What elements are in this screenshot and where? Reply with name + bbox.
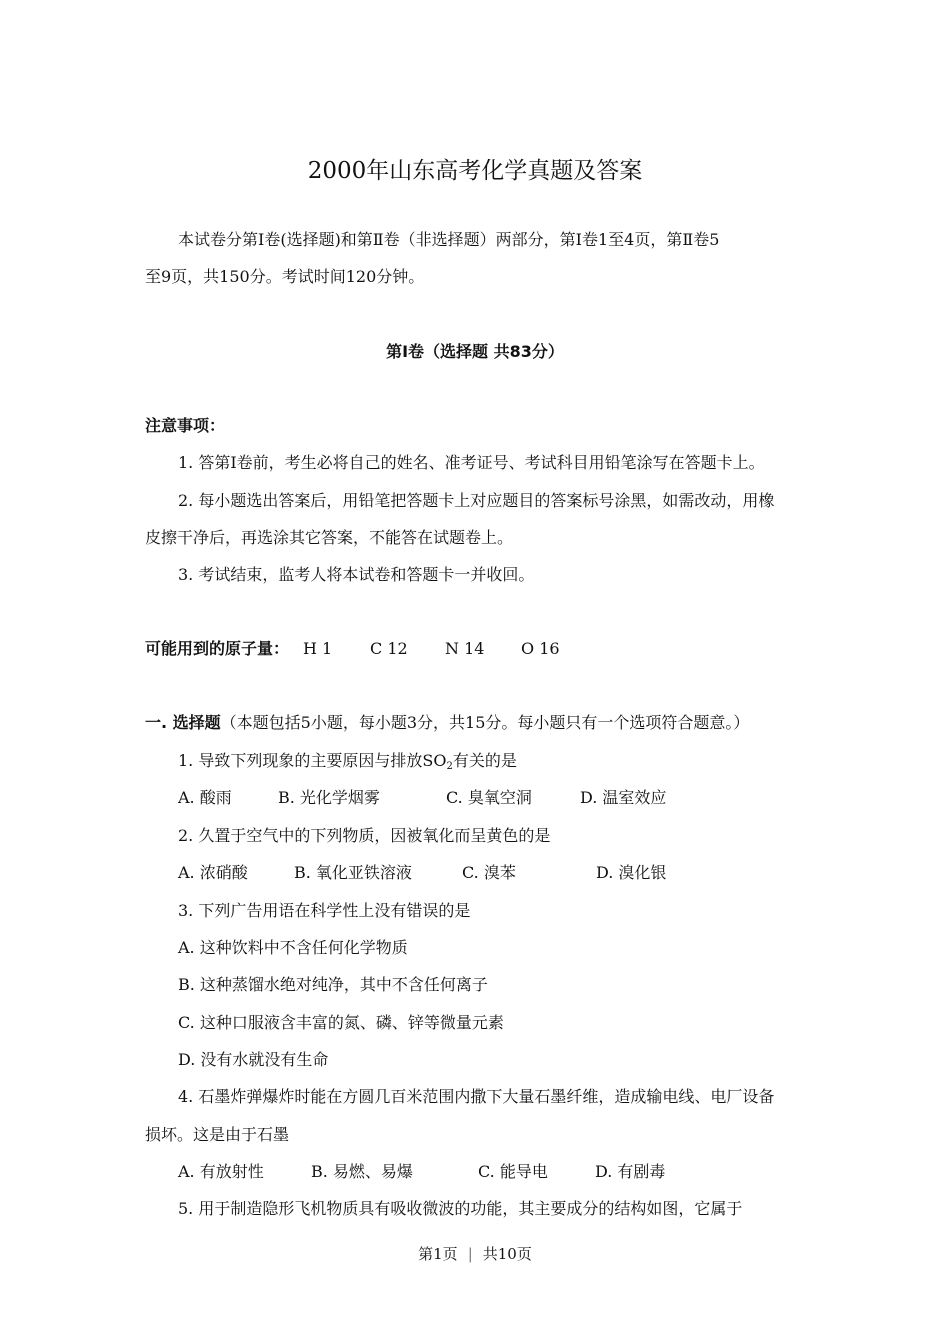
q3-option-b: B. 这种蒸馏水绝对纯净，其中不含任何离子	[178, 975, 488, 994]
atomic-mass-c: C 12	[370, 639, 408, 658]
page-title: 2000年山东高考化学真题及答案	[307, 158, 643, 184]
q3-option-c: C. 这种口服液含丰富的氮、磷、锌等微量元素	[178, 1013, 504, 1032]
footer-page-number: 第1页	[418, 1245, 458, 1263]
part1-heading: 第Ⅰ卷（选择题 共83分）	[386, 342, 564, 361]
atomic-mass-n: N 14	[445, 639, 485, 658]
note-1: 1. 答第Ⅰ卷前，考生必将自己的姓名、准考证号、考试科目用铅笔涂写在答题卡上。	[178, 453, 765, 472]
q3-option-d: D. 没有水就没有生命	[178, 1050, 329, 1069]
question-4-stem: 4. 石墨炸弹爆炸时能在方圆几百米范围内撒下大量石墨纤维，造成输电线、电厂设备	[178, 1087, 775, 1106]
q4-option-a: A. 有放射性	[178, 1162, 264, 1181]
question-2-stem: 2. 久置于空气中的下列物质，因被氧化而呈黄色的是	[178, 826, 551, 845]
atomic-mass-o: O 16	[521, 639, 560, 658]
q2-option-a: A. 浓硝酸	[178, 863, 248, 882]
question-5-stem: 5. 用于制造隐形飞机物质具有吸收微波的功能，其主要成分的结构如图，它属于	[178, 1199, 743, 1218]
section1-description: （本题包括5小题，每小题3分，共15分。每小题只有一个选项符合题意。）	[220, 713, 750, 732]
note-2: 2. 每小题选出答案后，用铅笔把答题卡上对应题目的答案标号涂黑，如需改动，用橡	[178, 491, 775, 510]
note-3: 3. 考试结束，监考人将本试卷和答题卡一并收回。	[178, 565, 535, 584]
page-footer	[0, 1247, 950, 1262]
question-1-stem-end: 有关的是	[452, 751, 517, 770]
note-2-cont: 皮擦干净后，再选涂其它答案，不能答在试题卷上。	[145, 528, 514, 547]
q1-option-b: B. 光化学烟雾	[278, 788, 380, 807]
section1-label: 一. 选择题	[145, 713, 221, 732]
footer-total-pages: 共10页	[482, 1245, 532, 1263]
q4-option-b: B. 易燃、易爆	[311, 1162, 413, 1181]
q1-option-c: C. 臭氧空洞	[446, 788, 532, 807]
q1-option-a: A. 酸雨	[178, 788, 232, 807]
question-3-stem: 3. 下列广告用语在科学性上没有错误的是	[178, 901, 471, 920]
q1-option-d: D. 温室效应	[580, 788, 667, 807]
notes-heading: 注意事项：	[145, 416, 226, 435]
section1-heading	[145, 715, 749, 731]
q2-option-d: D. 溴化银	[596, 863, 667, 882]
atomic-masses-label: 可能用到的原子量：	[145, 639, 290, 658]
intro-line-2: 至9页，共150分。考试时间120分钟。	[145, 267, 425, 286]
question-4-stem-cont: 损坏。这是由于石墨	[145, 1125, 290, 1144]
q3-option-a: A. 这种饮料中不含任何化学物质	[178, 938, 408, 957]
question-1-subscript: 2	[446, 761, 453, 772]
question-1-stem	[178, 753, 517, 772]
q2-option-c: C. 溴苯	[462, 863, 516, 882]
footer-separator: |	[467, 1245, 473, 1263]
intro-line-1: 本试卷分第Ⅰ卷(选择题)和第Ⅱ卷（非选择题）两部分，第Ⅰ卷1至4页，第Ⅱ卷5	[178, 230, 720, 249]
q4-option-c: C. 能导电	[478, 1162, 548, 1181]
q4-option-d: D. 有剧毒	[595, 1162, 666, 1181]
atomic-mass-h: H 1	[303, 639, 333, 658]
q2-option-b: B. 氧化亚铁溶液	[294, 863, 412, 882]
atomic-masses-row	[145, 641, 845, 657]
question-1-stem-text: 1. 导致下列现象的主要原因与排放SO	[178, 751, 447, 770]
